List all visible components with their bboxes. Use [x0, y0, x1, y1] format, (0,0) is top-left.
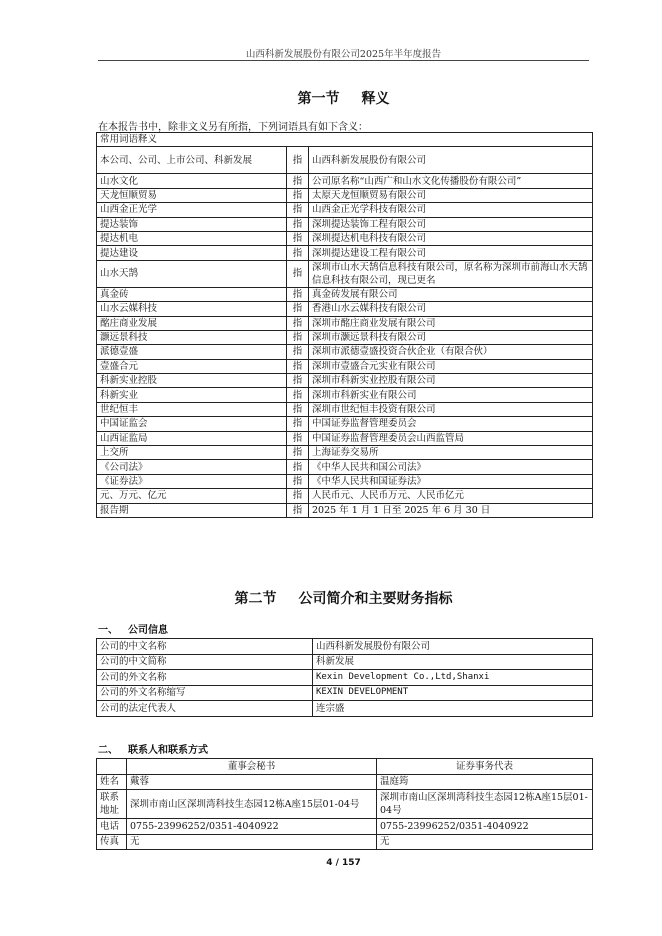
definition-row: [97, 402, 593, 416]
contact-number: 二、: [98, 745, 118, 756]
contact-label: 姓名: [97, 774, 127, 790]
definition-row: [97, 260, 593, 287]
company-info-value: 连宗盛: [313, 701, 593, 717]
definition-zhi: 指: [287, 446, 309, 460]
contact-col-representative: 证券事务代表: [377, 759, 593, 775]
definition-zhi: 指: [287, 188, 309, 202]
contact-header-blank: [97, 759, 127, 775]
section2-title: [98, 588, 589, 608]
company-info-value: KEXIN DEVELOPMENT: [313, 685, 593, 701]
contact-row: [97, 834, 593, 850]
definition-meaning: 真金砖发展有限公司: [309, 287, 593, 301]
contact-table: [96, 758, 593, 850]
company-info-value: 科新发展: [313, 654, 593, 670]
definition-zhi: 指: [287, 147, 309, 174]
definition-zhi: 指: [287, 489, 309, 503]
definition-meaning: 《中华人民共和国公司法》: [309, 460, 593, 474]
definition-zhi: 指: [287, 231, 309, 245]
contact-representative-value: 温庭筠: [377, 774, 593, 790]
definition-meaning: 深圳提达建设工程有限公司: [309, 246, 593, 260]
definition-row: [97, 231, 593, 245]
contact-representative-value: 深圳市南山区深圳湾科技生态园12栋A座15层01-04号: [377, 790, 593, 819]
definition-term: 本公司、公司、上市公司、科新发展: [97, 147, 287, 174]
definition-term: 元、万元、亿元: [97, 489, 287, 503]
contact-heading: [98, 741, 208, 756]
definitions-table: [96, 132, 593, 518]
definition-term: 上交所: [97, 446, 287, 460]
definition-term: 科新实业: [97, 388, 287, 402]
contact-col-secretary: 董事会秘书: [127, 759, 377, 775]
company-info-title: 公司信息: [128, 625, 168, 636]
page-number: 4 / 157: [326, 858, 361, 868]
definition-zhi: 指: [287, 246, 309, 260]
definition-meaning: 太原天龙恒顺贸易有限公司: [309, 188, 593, 202]
company-info-row: [97, 685, 593, 701]
definition-row: [97, 147, 593, 174]
definition-meaning: 中国证券监督管理委员会山西监管局: [309, 431, 593, 445]
definition-zhi: 指: [287, 287, 309, 301]
company-info-row: [97, 670, 593, 686]
definition-meaning: 2025 年 1 月 1 日至 2025 年 6 月 30 日: [309, 503, 593, 517]
definition-row: [97, 316, 593, 330]
company-info-value: 山西科新发展股份有限公司: [313, 639, 593, 655]
definition-term: 提达机电: [97, 231, 287, 245]
section1-title: [98, 88, 589, 108]
definition-meaning: 深圳市灏远景科技有限公司: [309, 330, 593, 344]
definition-zhi: 指: [287, 359, 309, 373]
definition-term: 山西证监局: [97, 431, 287, 445]
definition-row: [97, 460, 593, 474]
definition-meaning: 公司原名称“山西广和山水文化传播股份有限公司”: [309, 174, 593, 188]
definition-meaning: 香港山水云媒科技有限公司: [309, 302, 593, 316]
definition-row: [97, 330, 593, 344]
definition-zhi: 指: [287, 474, 309, 488]
definitions-intro: 在本报告书中，除非文义另有所指，下列词语具有如下含义：: [98, 122, 368, 133]
definition-meaning: 上海证券交易所: [309, 446, 593, 460]
section1-name: 释义: [361, 91, 390, 107]
definition-meaning: 人民币元、人民币万元、人民币亿元: [309, 489, 593, 503]
company-info-label: 公司的外文名称: [97, 670, 313, 686]
definition-meaning: 深圳市派德壹盛投资合伙企业（有限合伙）: [309, 345, 593, 359]
contact-title: 联系人和联系方式: [128, 745, 208, 756]
definition-zhi: 指: [287, 203, 309, 217]
definition-zhi: 指: [287, 374, 309, 388]
definition-row: [97, 474, 593, 488]
definition-row: [97, 359, 593, 373]
definition-term: 酩庄商业发展: [97, 316, 287, 330]
page-header: 山西科新发展股份有限公司2025年半年度报告: [245, 49, 442, 60]
company-info-value: Kexin Development Co.,Ltd,Shanxi: [313, 670, 593, 686]
definition-meaning: 深圳市壹盛合元实业有限公司: [309, 359, 593, 373]
definition-row: [97, 287, 593, 301]
definition-row: [97, 345, 593, 359]
definition-zhi: 指: [287, 431, 309, 445]
contact-secretary-value: 深圳市南山区深圳湾科技生态园12栋A座15层01-04号: [127, 790, 377, 819]
definitions-header-row: [97, 133, 593, 147]
definition-term: 灏远景科技: [97, 330, 287, 344]
definition-meaning: 深圳市酩庄商业发展有限公司: [309, 316, 593, 330]
definition-meaning: 山西金正光学科技有限公司: [309, 203, 593, 217]
company-info-label: 公司的法定代表人: [97, 701, 313, 717]
contact-row: [97, 819, 593, 835]
definition-term: 中国证监会: [97, 417, 287, 431]
definition-row: [97, 374, 593, 388]
definition-meaning: 深圳市山水天鹄信息科技有限公司，原名称为深圳市前海山水天鹄信息科技有限公司，现已更名: [309, 260, 593, 287]
definition-meaning: 《中华人民共和国证券法》: [309, 474, 593, 488]
definition-row: [97, 174, 593, 188]
definition-meaning: 深圳市科新实业控股有限公司: [309, 374, 593, 388]
definition-term: 科新实业控股: [97, 374, 287, 388]
definition-term: 《证券法》: [97, 474, 287, 488]
definition-zhi: 指: [287, 302, 309, 316]
definition-meaning: 山西科新发展股份有限公司: [309, 147, 593, 174]
contact-row: [97, 774, 593, 790]
definition-term: 《公司法》: [97, 460, 287, 474]
company-info-label: 公司的中文名称: [97, 639, 313, 655]
definition-zhi: 指: [287, 330, 309, 344]
definition-zhi: 指: [287, 417, 309, 431]
definition-term: 真金砖: [97, 287, 287, 301]
definition-row: [97, 489, 593, 503]
definition-zhi: 指: [287, 388, 309, 402]
definition-term: 山水云媒科技: [97, 302, 287, 316]
definition-meaning: 深圳提达装饰工程有限公司: [309, 217, 593, 231]
definition-zhi: 指: [287, 345, 309, 359]
section2-name: 公司简介和主要财务指标: [298, 591, 453, 607]
company-info-heading: [98, 621, 168, 636]
contact-header-row: [97, 759, 593, 775]
definition-row: [97, 246, 593, 260]
definition-zhi: 指: [287, 174, 309, 188]
definition-term: 提达装饰: [97, 217, 287, 231]
contact-secretary-value: 戴蓉: [127, 774, 377, 790]
company-info-row: [97, 654, 593, 670]
definition-term: 山水天鹄: [97, 260, 287, 287]
definition-meaning: 深圳市科新实业有限公司: [309, 388, 593, 402]
company-info-row: [97, 639, 593, 655]
company-info-label: 公司的外文名称缩写: [97, 685, 313, 701]
company-info-number: 一、: [98, 625, 118, 636]
definition-meaning: 深圳提达机电科技有限公司: [309, 231, 593, 245]
definition-row: [97, 188, 593, 202]
definition-term: 报告期: [97, 503, 287, 517]
definition-row: [97, 388, 593, 402]
definition-row: [97, 203, 593, 217]
definition-zhi: 指: [287, 217, 309, 231]
definition-row: [97, 503, 593, 517]
definition-zhi: 指: [287, 503, 309, 517]
contact-label: 联系地址: [97, 790, 127, 819]
company-info-row: [97, 701, 593, 717]
definition-row: [97, 446, 593, 460]
definitions-header: 常用词语释义: [97, 133, 593, 147]
definition-term: 派德壹盛: [97, 345, 287, 359]
contact-secretary-value: 无: [127, 834, 377, 850]
section2-number: 第二节: [234, 591, 277, 607]
definition-term: 山水文化: [97, 174, 287, 188]
contact-row: [97, 790, 593, 819]
definition-zhi: 指: [287, 316, 309, 330]
definition-term: 提达建设: [97, 246, 287, 260]
contact-representative-value: 0755-23996252/0351-4040922: [377, 819, 593, 835]
definition-row: [97, 417, 593, 431]
contact-secretary-value: 0755-23996252/0351-4040922: [127, 819, 377, 835]
definition-row: [97, 217, 593, 231]
company-info-table: [96, 638, 593, 717]
definition-term: 壹盛合元: [97, 359, 287, 373]
definition-row: [97, 431, 593, 445]
definition-zhi: 指: [287, 402, 309, 416]
definition-meaning: 中国证券监督管理委员会: [309, 417, 593, 431]
section1-number: 第一节: [297, 91, 340, 107]
contact-representative-value: 无: [377, 834, 593, 850]
definition-meaning: 深圳市世纪恒丰投资有限公司: [309, 402, 593, 416]
definition-zhi: 指: [287, 460, 309, 474]
contact-label: 电话: [97, 819, 127, 835]
header-rule: [98, 60, 589, 61]
definition-term: 天龙恒顺贸易: [97, 188, 287, 202]
contact-label: 传真: [97, 834, 127, 850]
definition-term: 山西金正光学: [97, 203, 287, 217]
company-info-label: 公司的中文简称: [97, 654, 313, 670]
definition-zhi: 指: [287, 260, 309, 287]
definition-term: 世纪恒丰: [97, 402, 287, 416]
definition-row: [97, 302, 593, 316]
